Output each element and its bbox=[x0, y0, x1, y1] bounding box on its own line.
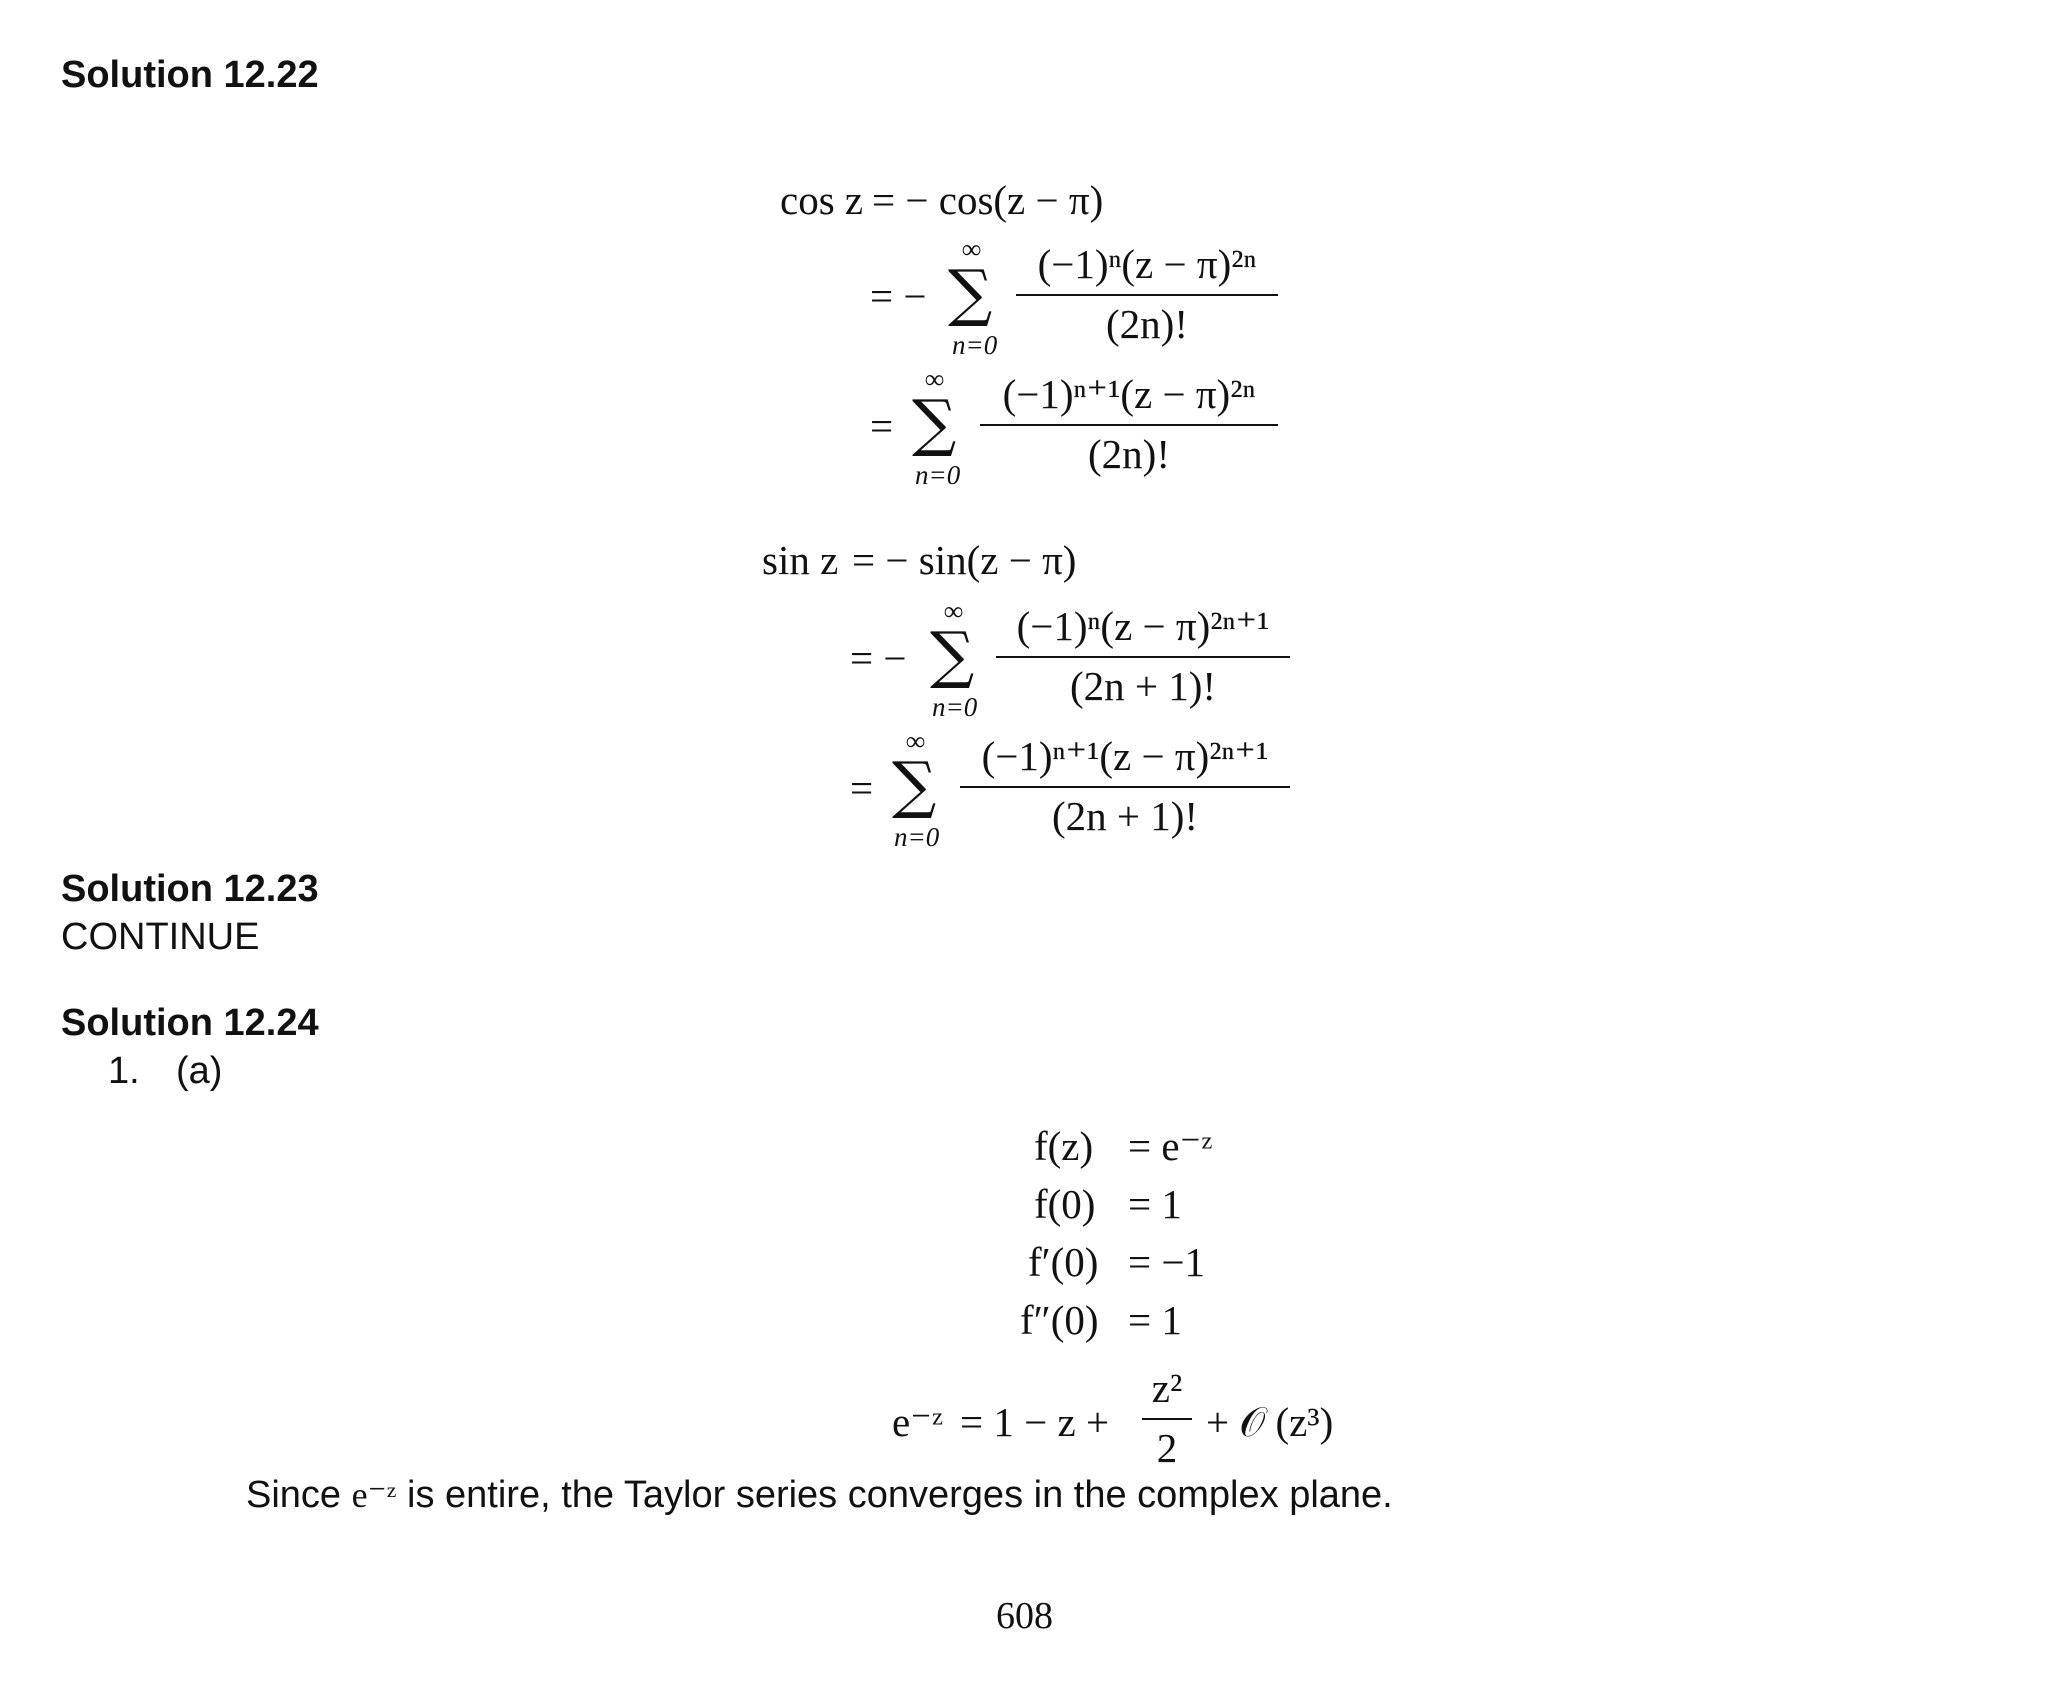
list-item-number: 1. bbox=[108, 1050, 140, 1092]
cos-lhs: cos z bbox=[780, 177, 864, 223]
cos-sum2-lower: n=0 bbox=[952, 330, 998, 360]
deriv-lhs-2: f′(0) bbox=[1028, 1239, 1099, 1285]
deriv-lhs-1: f(0) bbox=[1034, 1181, 1096, 1227]
cos-frac2-bar bbox=[1016, 294, 1278, 296]
sin-sum3-symbol: ∑ bbox=[892, 748, 937, 821]
conclusion-math: e⁻ᶻ bbox=[351, 1475, 397, 1515]
heading-solution-12-24: Solution 12.24 bbox=[61, 1002, 319, 1044]
sin-frac3-denominator: (2n + 1)! bbox=[1051, 793, 1199, 839]
deriv-rhs-2: = −1 bbox=[1128, 1239, 1205, 1285]
conclusion-before: Since bbox=[246, 1474, 342, 1516]
sin-sum3-upper: ∞ bbox=[906, 726, 926, 756]
cos-frac3-numerator: (−1)ⁿ⁺¹(z − π)²ⁿ bbox=[1002, 371, 1256, 417]
sin-line2-prefix: = − bbox=[850, 635, 907, 681]
sin-sum2-upper: ∞ bbox=[944, 596, 964, 626]
taylor-lhs: e⁻ᶻ bbox=[892, 1399, 944, 1445]
sin-frac3-numerator: (−1)ⁿ⁺¹(z − π)²ⁿ⁺¹ bbox=[981, 733, 1269, 779]
cos-line3-prefix: = bbox=[870, 403, 894, 449]
taylor-rhs-part1: = 1 − z + bbox=[960, 1399, 1110, 1445]
deriv-rhs-3: = 1 bbox=[1128, 1297, 1182, 1343]
deriv-rhs-0: = e⁻ᶻ bbox=[1128, 1123, 1213, 1169]
deriv-lhs-3: f″(0) bbox=[1020, 1297, 1099, 1343]
sin-sum2-symbol: ∑ bbox=[930, 618, 975, 691]
sin-sum3-lower: n=0 bbox=[894, 822, 940, 852]
sin-frac2-numerator: (−1)ⁿ(z − π)²ⁿ⁺¹ bbox=[1016, 603, 1270, 649]
heading-solution-12-22: Solution 12.22 bbox=[61, 54, 319, 96]
page-number: 608 bbox=[996, 1595, 1053, 1637]
deriv-rhs-1: = 1 bbox=[1128, 1181, 1182, 1227]
sin-sum2-lower: n=0 bbox=[932, 692, 978, 722]
list-item-letter: (a) bbox=[176, 1050, 223, 1092]
cos-sum3-upper: ∞ bbox=[925, 364, 945, 394]
sin-line1: = − sin(z − π) bbox=[852, 537, 1077, 583]
conclusion-after: is entire, the Taylor series converges in the complex plane. bbox=[407, 1474, 1393, 1516]
cos-line2-prefix: = − bbox=[870, 273, 927, 319]
conclusion-sentence bbox=[246, 1474, 1393, 1517]
sin-lhs: sin z bbox=[762, 537, 839, 583]
cos-frac3-denominator: (2n)! bbox=[1088, 431, 1170, 477]
sin-frac3-bar bbox=[960, 786, 1290, 788]
cos-sum2-upper: ∞ bbox=[962, 234, 982, 264]
cos-sum3-symbol: ∑ bbox=[912, 386, 957, 459]
heading-solution-12-23: Solution 12.23 bbox=[61, 868, 319, 910]
cos-frac3-bar bbox=[980, 424, 1278, 426]
cos-sum2-symbol: ∑ bbox=[948, 256, 993, 329]
cos-frac2-numerator: (−1)ⁿ(z − π)²ⁿ bbox=[1037, 241, 1257, 287]
sin-frac2-bar bbox=[996, 656, 1290, 658]
taylor-frac-bar bbox=[1142, 1418, 1192, 1420]
cos-line1: = − cos(z − π) bbox=[872, 177, 1104, 223]
sin-line3-prefix: = bbox=[850, 765, 874, 811]
cos-sum3-lower: n=0 bbox=[915, 460, 961, 490]
taylor-frac-denominator: 2 bbox=[1156, 1425, 1178, 1471]
taylor-rhs-part2: + 𝒪 (z³) bbox=[1206, 1399, 1334, 1445]
cos-frac2-denominator: (2n)! bbox=[1106, 301, 1188, 347]
continue-text: CONTINUE bbox=[61, 916, 260, 958]
deriv-lhs-0: f(z) bbox=[1034, 1123, 1094, 1169]
sin-frac2-denominator: (2n + 1)! bbox=[1069, 663, 1217, 709]
taylor-frac-numerator: z² bbox=[1151, 1365, 1183, 1411]
